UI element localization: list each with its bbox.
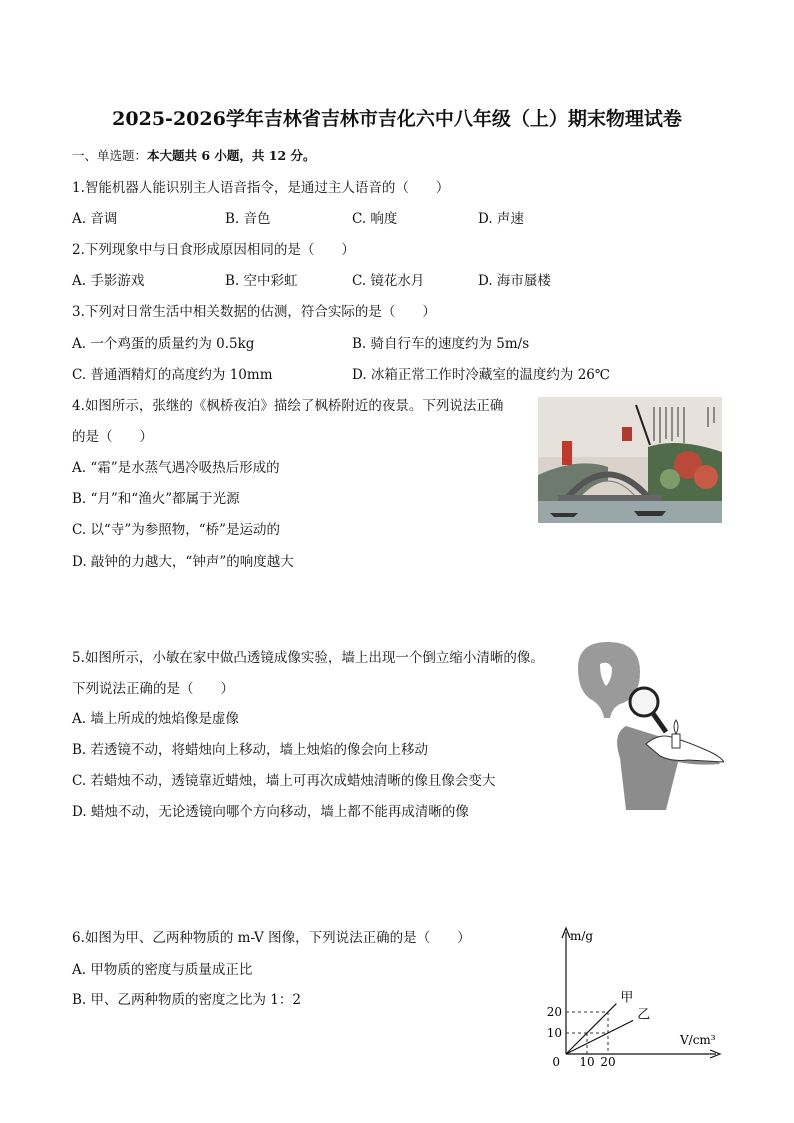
q4-option-a: A. “霜”是水蒸气遇冷吸热后形成的 [72, 460, 280, 476]
y-tick-label-20: 20 [546, 1005, 562, 1019]
q6-option-b: B. 甲、乙两种物质的密度之比为 1：2 [72, 992, 301, 1008]
series-jia-line [566, 1004, 616, 1054]
series-jia-label: 甲 [620, 990, 634, 1006]
q2-option-c: C. 镜花水月 [352, 273, 425, 289]
section-prefix: 一、单选题： [72, 148, 148, 163]
q4-option-c: C. 以“寺”为参照物，“桥”是运动的 [72, 522, 281, 538]
m-v-graph [540, 922, 740, 1072]
question-2-stem: 2.下列现象中与日食形成原因相同的是（ ） [72, 242, 355, 258]
question-1-stem: 1.智能机器人能识别主人语音指令，是通过主人语音的（ ） [72, 180, 450, 196]
q1-option-a: A. 音调 [72, 211, 118, 227]
q3-option-d: D. 冰箱正常工作时冷藏室的温度约为 26℃ [352, 367, 610, 383]
q4-option-b: B. “月”和“渔火”都属于光源 [72, 491, 240, 507]
origin-label: 0 [552, 1055, 560, 1069]
section-header [72, 146, 316, 164]
x-axis-label: V/cm³ [680, 1033, 716, 1047]
series-yi-line [566, 1020, 633, 1054]
q2-option-a: A. 手影游戏 [72, 273, 145, 289]
question-3-stem: 3.下列对日常生活中相关数据的估测，符合实际的是（ ） [72, 304, 436, 320]
y-tick-label-10: 10 [546, 1026, 562, 1040]
x-tick-label-10: 10 [579, 1055, 595, 1069]
convex-lens-candle-figure [548, 638, 724, 810]
q2-option-d: D. 海市蜃楼 [478, 273, 551, 289]
q6-option-a: A. 甲物质的密度与质量成正比 [72, 962, 253, 978]
q5-option-d: D. 蜡烛不动，无论透镜向哪个方向移动，墙上都不能再成清晰的像 [72, 804, 469, 820]
q1-option-b: B. 音色 [225, 211, 271, 227]
question-4-stem-line1: 4.如图所示，张继的《枫桥夜泊》描绘了枫桥附近的夜景。下列说法正确 [72, 398, 504, 414]
section-detail: 本大题共 6 小题，共 12 分。 [147, 148, 316, 163]
q3-option-a: A. 一个鸡蛋的质量约为 0.5kg [72, 336, 255, 352]
x-tick-label-20: 20 [600, 1055, 616, 1069]
question-6-stem: 6.如图为甲、乙两种物质的 m-V 图像，下列说法正确的是（ ） [72, 930, 471, 946]
q2-option-b: B. 空中彩虹 [225, 273, 298, 289]
q1-option-c: C. 响度 [352, 211, 398, 227]
question-5-stem-line1: 5.如图所示，小敏在家中做凸透镜成像实验，墙上出现一个倒立缩小清晰的像。 [72, 650, 544, 666]
q4-option-d: D. 敲钟的力越大，“钟声”的响度越大 [72, 554, 294, 570]
q1-option-d: D. 声速 [478, 211, 524, 227]
series-yi-label: 乙 [637, 1007, 651, 1023]
question-5-stem-line2: 下列说法正确的是（ ） [72, 681, 234, 697]
y-axis-label: m/g [570, 929, 594, 943]
q3-option-c: C. 普通酒精灯的高度约为 10mm [72, 367, 273, 383]
maple-bridge-painting [538, 397, 722, 523]
q5-option-b: B. 若透镜不动，将蜡烛向上移动，墙上烛焰的像会向上移动 [72, 742, 429, 758]
question-4-stem-line2: 的是（ ） [72, 429, 153, 445]
page-title: 2025-2026学年吉林省吉林市吉化六中八年级（上）期末物理试卷 [112, 108, 682, 130]
q5-option-a: A. 墙上所成的烛焰像是虚像 [72, 711, 239, 727]
q5-option-c: C. 若蜡烛不动，透镜靠近蜡烛，墙上可再次成蜡烛清晰的像且像会变大 [72, 773, 496, 789]
q3-option-b: B. 骑自行车的速度约为 5m/s [352, 336, 530, 352]
